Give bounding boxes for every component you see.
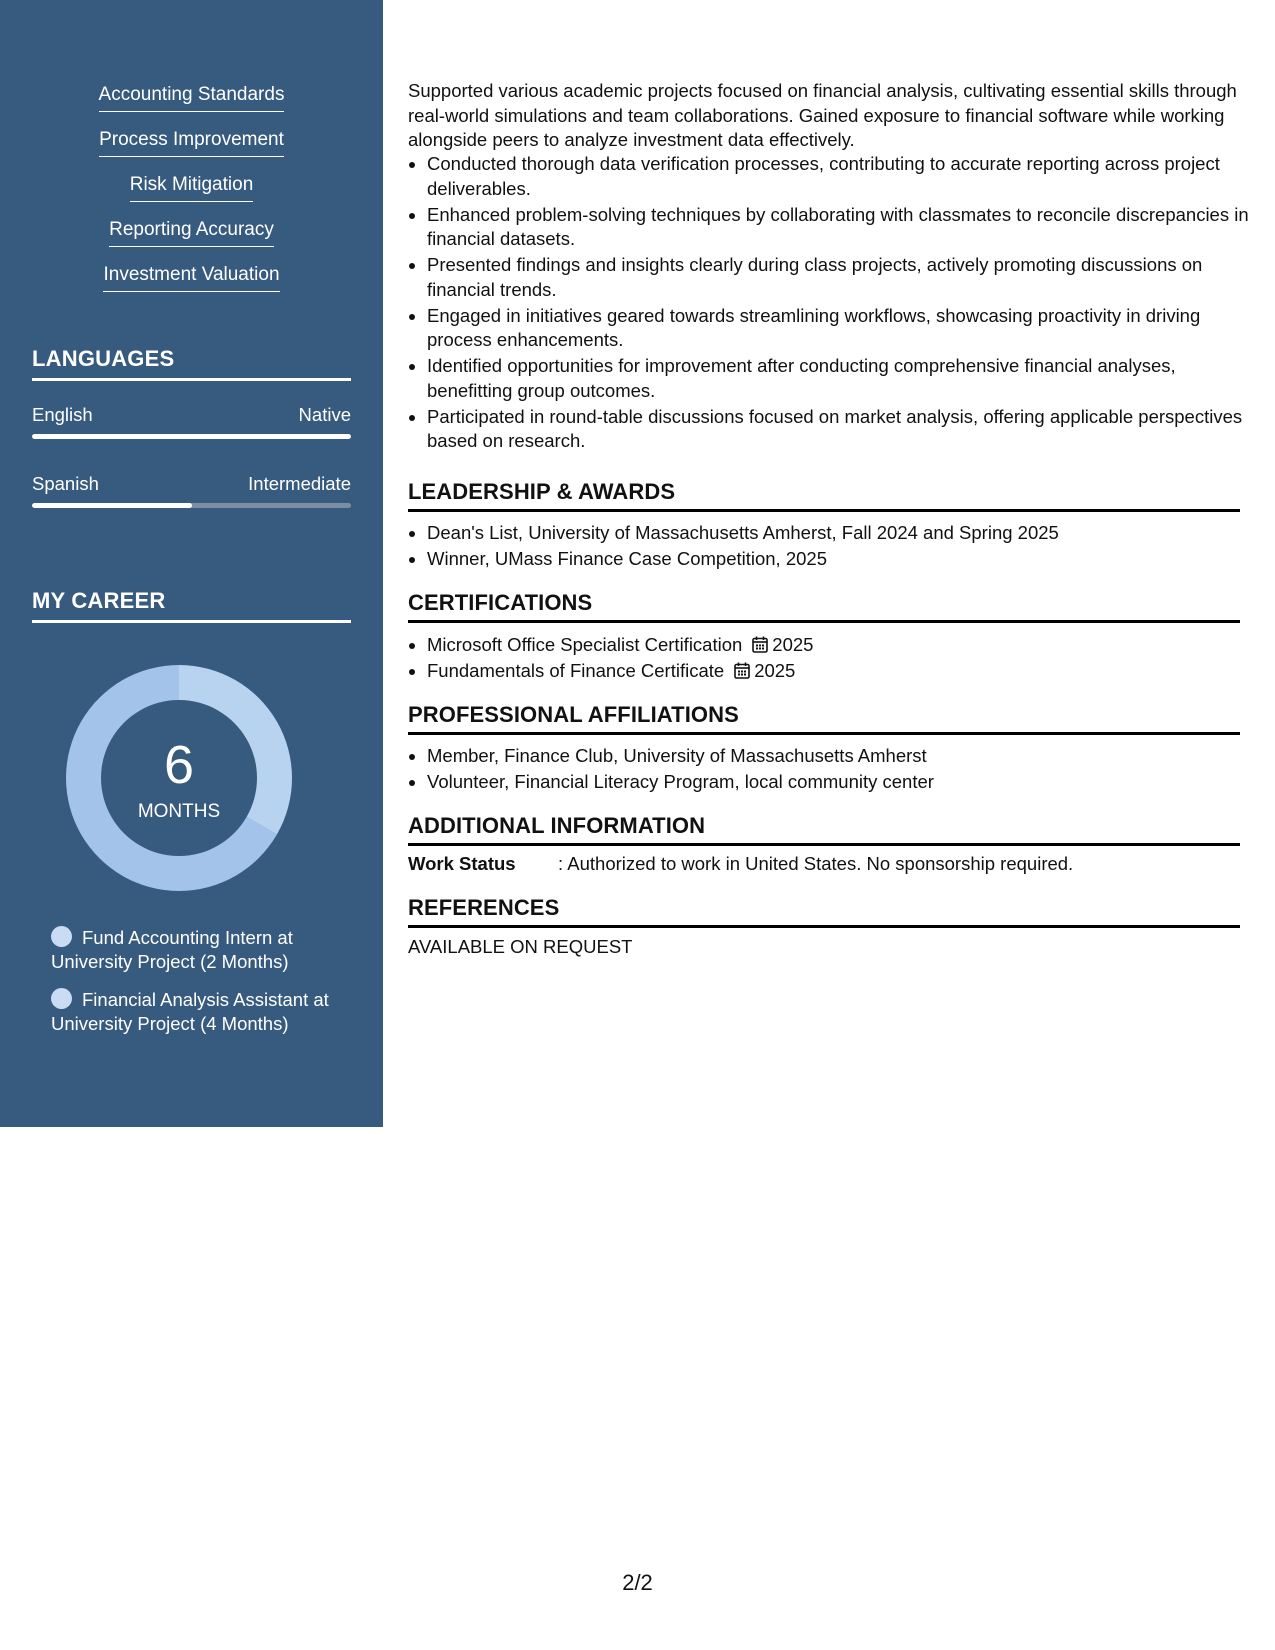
- experience-bullets: [408, 152, 1259, 455]
- work-status-value: : Authorized to work in United States. No sponsorship required.: [558, 853, 1074, 874]
- language-bar-fill: [32, 503, 192, 508]
- legend-label: Financial Analysis Assistant at University Project (4 Months): [51, 989, 329, 1035]
- certification-year: 2025: [754, 660, 796, 681]
- skill-link[interactable]: Accounting Standards: [99, 84, 285, 112]
- career-legend-item: [51, 988, 351, 1036]
- list-item: [427, 659, 1259, 684]
- experience-summary: Supported various academic projects focused on financial analysis, cultivating essential skills through real-world simulations and team collaborations. Gained exposure to financial software while working alongside peers to analyze investment data effectively.: [408, 80, 1237, 150]
- language-name: Spanish: [32, 473, 99, 494]
- calendar-icon: [734, 662, 750, 679]
- career-unit: MONTHS: [137, 801, 221, 822]
- legend-label: Fund Accounting Intern at University Project (2 Months): [51, 927, 293, 973]
- legend-dot: [51, 926, 72, 947]
- page-number: 2/2: [622, 1570, 653, 1595]
- list-item: [427, 633, 1259, 658]
- references-text: AVAILABLE ON REQUEST: [408, 936, 633, 957]
- skill-link[interactable]: Reporting Accuracy: [109, 219, 274, 247]
- certification-name: Microsoft Office Specialist Certification: [427, 634, 743, 655]
- leadership-heading: LEADERSHIP & AWARDS: [408, 479, 1240, 512]
- skill-link[interactable]: Risk Mitigation: [130, 174, 254, 202]
- skills-list: [0, 84, 383, 309]
- language-name: English: [32, 404, 93, 425]
- language-bar-fill: [32, 434, 351, 439]
- certification-year: 2025: [772, 634, 814, 655]
- career-donut-chart: [66, 665, 292, 891]
- language-bar: [32, 503, 351, 508]
- legend-dot: [51, 988, 72, 1009]
- certification-name: Fundamentals of Finance Certificate: [427, 660, 725, 681]
- leadership-list: [408, 521, 1259, 573]
- list-item: • Winner, UMass Finance Case Competition, 2025: [427, 547, 1259, 572]
- references-heading: REFERENCES: [408, 895, 1240, 928]
- affiliations-list: [408, 744, 1259, 796]
- list-item: • Identified opportunities for improvement after conducting comprehensive financial analyses, benefitting group outcomes.: [427, 354, 1259, 403]
- list-item: • Presented findings and insights clearly during class projects, actively promoting discussions on financial trends.: [427, 253, 1259, 302]
- list-item: • Conducted thorough data verification processes, contributing to accurate reporting across project deliverables.: [427, 152, 1259, 201]
- list-item: • Participated in round-table discussions focused on market analysis, offering applicable perspectives based on research.: [427, 405, 1259, 454]
- sidebar: [0, 0, 383, 1127]
- list-item: • Engaged in initiatives geared towards streamlining workflows, showcasing proactivity in driving process enhancements.: [427, 304, 1259, 353]
- work-status-row: [408, 853, 1240, 875]
- work-status-label: Work Status: [408, 853, 516, 874]
- language-level: Native: [298, 404, 351, 425]
- affiliations-heading: PROFESSIONAL AFFILIATIONS: [408, 702, 1240, 735]
- skill-link[interactable]: Process Improvement: [99, 129, 284, 157]
- list-item: • Volunteer, Financial Literacy Program, local community center: [427, 770, 1259, 795]
- language-bar: [32, 434, 351, 439]
- list-item: • Dean's List, University of Massachusetts Amherst, Fall 2024 and Spring 2025: [427, 521, 1259, 546]
- list-item: • Enhanced problem-solving techniques by collaborating with classmates to reconcile discrepancies in financial datasets.: [427, 203, 1259, 252]
- career-total: 6: [163, 735, 195, 795]
- calendar-icon: [752, 636, 768, 653]
- certifications-heading: CERTIFICATIONS: [408, 590, 1240, 623]
- list-item: • Member, Finance Club, University of Massachusetts Amherst: [427, 744, 1259, 769]
- additional-info-heading: ADDITIONAL INFORMATION: [408, 813, 1240, 846]
- career-legend-item: [51, 926, 351, 974]
- languages-heading: LANGUAGES: [32, 346, 351, 381]
- language-level: Intermediate: [248, 473, 351, 494]
- career-heading: MY CAREER: [32, 588, 351, 623]
- skill-link[interactable]: Investment Valuation: [103, 264, 279, 292]
- certifications-list: [408, 633, 1259, 685]
